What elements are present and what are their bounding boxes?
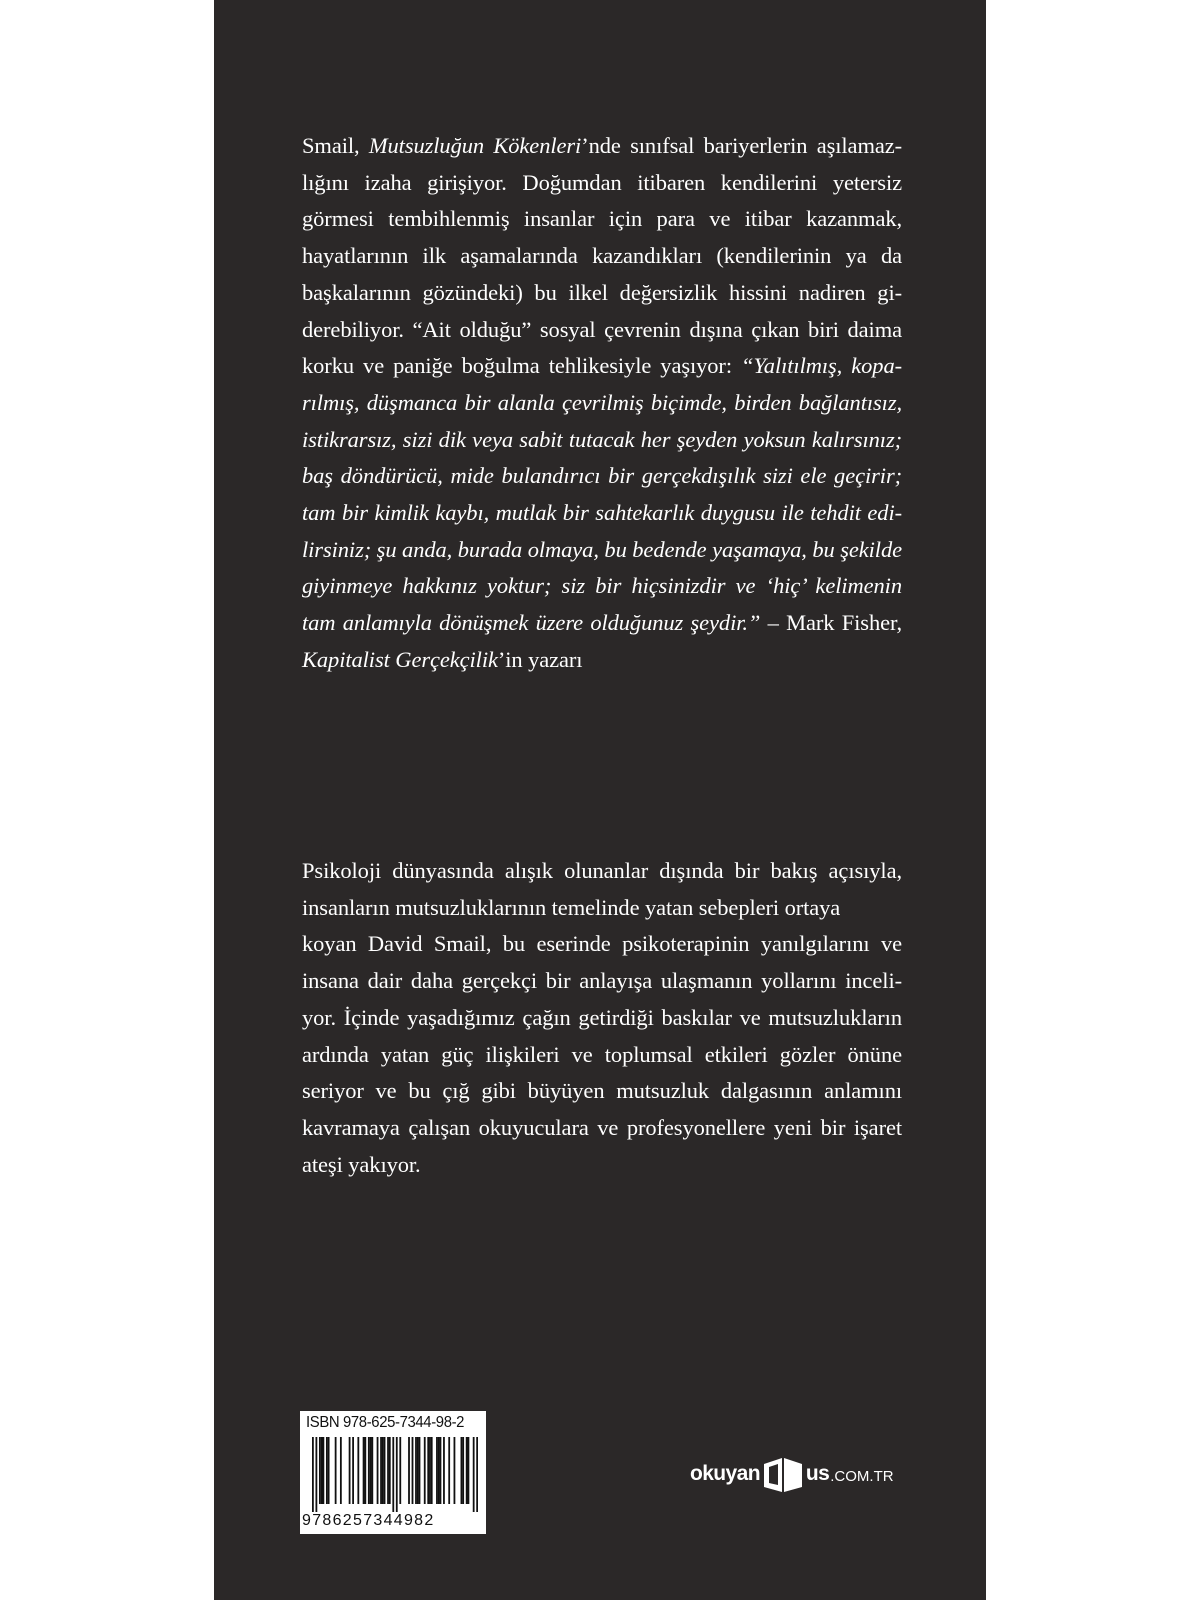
barcode-bar <box>328 1437 330 1504</box>
text-run: seriyor ve bu çığ gibi büyüyen mutsuzluk dalgasının anlamını <box>302 1078 902 1104</box>
barcode-bar <box>440 1437 442 1504</box>
text-line <box>302 532 902 569</box>
text-run: lığını izaha girişiyor. Doğumdan itibaren kendilerini yetersiz <box>302 169 902 195</box>
barcode-bar <box>319 1437 321 1504</box>
barcode-bar <box>468 1437 470 1504</box>
italic-text: tam anlamıyla dönüşmek üzere olduğunuz şeydir.” <box>302 610 761 636</box>
barcode-bar <box>384 1437 386 1504</box>
text-line <box>302 495 902 532</box>
barcode-bar <box>448 1437 450 1504</box>
text-run: Smail, <box>302 133 369 158</box>
text-run: ateşi yakıyor. <box>302 1151 421 1177</box>
text-line <box>302 853 902 890</box>
italic-text: Mutsuzluğun Kökenleri <box>368 133 582 158</box>
barcode-bar <box>371 1437 373 1504</box>
text-line <box>302 275 902 312</box>
publisher-name-part2: us <box>805 1462 830 1485</box>
barcode-bar <box>335 1437 337 1504</box>
text-run: ’in yazarı <box>497 646 583 672</box>
text-line <box>302 1110 902 1147</box>
text-line <box>302 348 902 385</box>
barcode-bar <box>429 1437 431 1504</box>
barcode-bar <box>382 1437 384 1504</box>
barcode-bar <box>321 1437 323 1504</box>
text-line <box>302 165 902 202</box>
barcode-bar <box>462 1437 464 1504</box>
italic-text: tam bir kimlik kaybı, mutlak bir sahtekarlık duygusu ile tehdit edi- <box>302 500 902 526</box>
text-line <box>302 312 902 349</box>
barcode-bar <box>417 1437 419 1504</box>
barcode-bar <box>363 1437 365 1504</box>
italic-text: rılmış, düşmanca bir alanla çevrilmiş biçimde, birden bağlantısız, <box>302 389 902 415</box>
text-run: derebiliyor. “Ait olduğu” sosyal çevrenin dışına çıkan biri daima <box>302 316 902 342</box>
barcode-bar <box>370 1437 372 1504</box>
text-line <box>302 128 902 165</box>
barcode-bar <box>322 1437 324 1504</box>
barcode-bar <box>466 1437 468 1504</box>
text-line <box>302 201 902 238</box>
barcode-bars <box>312 1437 478 1512</box>
barcode-bar <box>312 1437 314 1512</box>
barcode-bar <box>377 1437 379 1504</box>
barcode-bar <box>357 1437 359 1504</box>
text-line <box>302 642 902 679</box>
publisher-domain: .COM.TR <box>830 1468 894 1485</box>
barcode-bar <box>352 1437 354 1504</box>
text-run: – Mark Fisher, <box>760 610 902 636</box>
italic-text: giyinmeye hakkınız yoktur; siz bir hiçsinizdir ve ‘hiç’ kelimenin <box>302 573 902 599</box>
text-run: koyan David Smail, bu eserinde psikoterapinin yanılgılarını ve <box>302 931 902 957</box>
barcode-bar <box>349 1437 351 1504</box>
text-run: görmesi tembihlenmiş insanlar için para ve itibar kazanmak, <box>302 206 902 232</box>
text-line <box>302 926 902 963</box>
publisher-logo <box>690 1454 894 1494</box>
text-line <box>302 605 902 642</box>
barcode-bar <box>476 1437 478 1512</box>
text-run: ’nde sınıfsal bariyerlerin aşılamaz- <box>581 133 903 158</box>
text-line <box>302 890 902 927</box>
text-run: hayatlarının ilk aşamalarında kazandıkları (kendilerinin ya da <box>302 243 902 269</box>
barcode-bar <box>436 1437 438 1504</box>
text-line <box>302 385 902 422</box>
text-run: Psikoloji dünyasında alışık olunanlar dışında bir bakış açısıyla, <box>302 858 902 883</box>
italic-text: istikrarsız, sizi dik veya sabit tutacak her şeyden yoksun kalırsınız; <box>302 426 902 452</box>
text-run: kavramaya çalışan okuyuculara ve profesyonellere yeni bir işaret <box>302 1114 902 1140</box>
text-line <box>302 458 902 495</box>
barcode-bar <box>368 1437 370 1504</box>
text-line <box>302 1147 902 1184</box>
barcode-bar <box>419 1437 421 1504</box>
isbn-barcode <box>300 1411 486 1534</box>
barcode-bar <box>326 1437 328 1504</box>
text-line <box>302 1037 902 1074</box>
publisher-name-part1: okuyan <box>690 1462 760 1485</box>
barcode-bar <box>340 1437 342 1504</box>
text-run: başkalarının gözündeki) bu ilkel değersizlik hissini nadiren gi- <box>302 279 902 305</box>
text-line <box>302 963 902 1000</box>
barcode-bar <box>473 1437 475 1512</box>
blurb-paragraph-1 <box>302 128 902 679</box>
barcode-bar <box>431 1437 433 1504</box>
barcode-bar <box>408 1437 410 1504</box>
text-run: ardında yatan güç ilişkileri ve toplumsal etkileri gözler önüne <box>302 1041 902 1067</box>
barcode-bar <box>412 1437 414 1504</box>
barcode-bar <box>389 1437 391 1504</box>
text-line <box>302 1000 902 1037</box>
barcode-bar <box>443 1437 445 1504</box>
barcode-bar <box>461 1437 463 1504</box>
barcode-bar <box>315 1437 317 1512</box>
barcode-bar <box>424 1437 426 1504</box>
italic-text: baş döndürücü, mide bulandırıcı bir gerçekdışılık sizi ele geçirir; <box>302 463 902 489</box>
barcode-bar <box>454 1437 456 1504</box>
isbn-label: ISBN 978-625-7344-98-2 <box>306 1414 465 1431</box>
text-line <box>302 1073 902 1110</box>
text-run: yor. İçinde yaşadığımız çağın getirdiği baskılar ve mutsuzlukların <box>302 1004 902 1030</box>
barcode-bar <box>364 1437 366 1504</box>
barcode-bar <box>415 1437 417 1504</box>
italic-text: Kapitalist Gerçekçilik <box>302 646 498 672</box>
barcode-bar <box>399 1437 401 1504</box>
barcode-bar <box>396 1437 398 1512</box>
book-mark-icon <box>761 1454 805 1494</box>
text-line <box>302 422 902 459</box>
barcode-digits: 9786257344982 <box>302 1512 435 1529</box>
text-run: korku ve paniğe boğulma tehlikesiyle yaşıyor: <box>302 353 742 379</box>
text-line <box>302 568 902 605</box>
barcode-bar <box>438 1437 440 1504</box>
text-run: insanların mutsuzluklarının temelinde yatan sebepleri ortaya <box>302 894 841 920</box>
barcode-bar <box>380 1437 382 1504</box>
barcode-bar <box>387 1437 389 1504</box>
text-line <box>302 238 902 275</box>
barcode-bar <box>392 1437 394 1512</box>
blurb-paragraph-2 <box>302 853 902 1183</box>
italic-text: “Yalıtılmış, kopa- <box>741 353 902 379</box>
text-run: insana dair daha gerçekçi bir anlayışa ulaşmanın yollarını inceli- <box>302 968 902 994</box>
italic-text: lirsiniz; şu anda, burada olmaya, bu bedende yaşamaya, bu şekilde <box>302 536 902 562</box>
barcode-bar <box>427 1437 429 1504</box>
